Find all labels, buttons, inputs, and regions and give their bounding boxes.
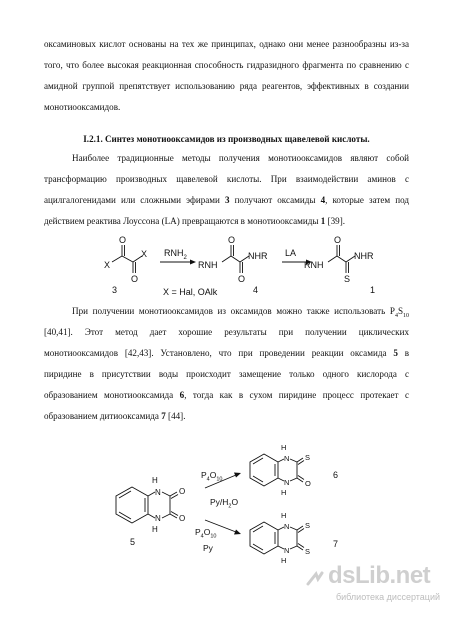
atom-n: N [284, 522, 290, 531]
x-definition: X = Hal, OAlk [163, 287, 218, 297]
atom-h: H [152, 525, 158, 534]
text-line: пиридине в присутствии воды происходит замещение только одного кислорода с [44, 369, 409, 379]
text-line: монотиооксамидов. [44, 102, 121, 112]
compound-label-3: 3 [112, 285, 118, 295]
reagent-rnh2: $RNH_2$ [164, 248, 187, 261]
compound-label-1: 1 [370, 285, 376, 295]
atom-x: X [141, 249, 148, 259]
text-line: амидной группой препятствует использованию ряда реагентов, эффективных в создании [44, 81, 409, 91]
atom-n: N [284, 546, 290, 555]
atom-h: H [281, 488, 287, 497]
atom-o: O [119, 235, 127, 245]
atom-s: S [344, 274, 351, 284]
atom-x: X [104, 260, 111, 270]
reagent-la: LA [285, 248, 297, 258]
reagent-p4o10: $P_4O_{10}$ [195, 527, 217, 540]
text-line: Наиболее традиционные методы получения монотиооксамидов являют собой [72, 153, 409, 163]
atom-o: O [131, 274, 139, 284]
text-line: [40,41]. Этот метод дает хорошие результаты при получении циклических [44, 327, 409, 337]
atom-o: O [334, 235, 342, 245]
atom-n: N [155, 514, 161, 523]
atom-o: O [238, 274, 246, 284]
atom-o: O [179, 514, 186, 523]
atom-s: S [305, 521, 311, 530]
compound-7 [250, 522, 304, 554]
text-line: действием реактива Лоуссона (LA) превращаются в монотиооксамиды 1 [39]. [44, 216, 346, 226]
condition-py: Py [203, 543, 213, 553]
atom-s: S [305, 547, 311, 556]
atom-n: N [155, 488, 161, 497]
compound-label-7: 7 [333, 539, 339, 549]
atom-o: O [228, 235, 236, 245]
atom-o: O [179, 487, 186, 496]
text-line: монотиооксамидов [42,43]. Установлено, что при проведении реакции оксамида 5 в [44, 348, 409, 358]
compound-label-6: 6 [333, 470, 339, 480]
atom-h: H [152, 476, 158, 485]
atom-h: H [281, 511, 287, 520]
group-rnh: RNH [198, 260, 218, 270]
atom-h: H [281, 443, 287, 452]
text-line: трансформацию производных щавелевой кислоты. При взаимодействии аминов с [44, 174, 409, 184]
watermark-subtitle: библиотека диссертаций [335, 592, 440, 602]
atom-n: N [284, 454, 290, 463]
text-line: образованием дитиооксамида 7 [44]. [44, 411, 186, 421]
compound-label-5: 5 [130, 537, 136, 547]
group-nhr: NHR [354, 251, 374, 261]
reagent-p4o10: $P_4O_{10}$ [201, 470, 223, 483]
watermark-title: dsLib.net [328, 562, 431, 589]
atom-o: O [305, 479, 311, 488]
text-line: При получении монотиооксамидов из оксамидов можно также использовать $P_4S_{10}$ [72, 306, 409, 319]
atom-h: H [281, 556, 287, 565]
arrow-head [234, 530, 241, 535]
compound-6 [250, 454, 304, 486]
group-nhr: NHR [248, 251, 268, 261]
atom-s: S [305, 453, 311, 462]
compound-5 [116, 487, 178, 523]
atom-n: N [284, 478, 290, 487]
watermark [300, 560, 440, 606]
group-rnh: RNH [304, 260, 324, 270]
arrow-head [234, 473, 241, 478]
condition-py-h2o: $Py/H_2O$ [210, 497, 239, 510]
watermark-arrow-icon [306, 570, 324, 588]
section-heading: I.2.1. Синтез монотиооксамидов из производных щавелевой кислоты. [83, 134, 370, 144]
compound-label-4: 4 [253, 285, 259, 295]
text-line: ацилгалогенидами или сложными эфирами 3 получают оксамиды 4, которые затем под [44, 195, 409, 205]
text-line: оксаминовых кислот основаны на тех же принципах, однако они менее разнообразны из-за [44, 39, 409, 49]
text-line: того, что более высокая реакционная способность гидразидного фрагмента по сравнению с [44, 60, 409, 70]
text-line: образованием монотиооксамида 6, тогда как в сухом пиридине процесс протекает с [44, 390, 409, 400]
